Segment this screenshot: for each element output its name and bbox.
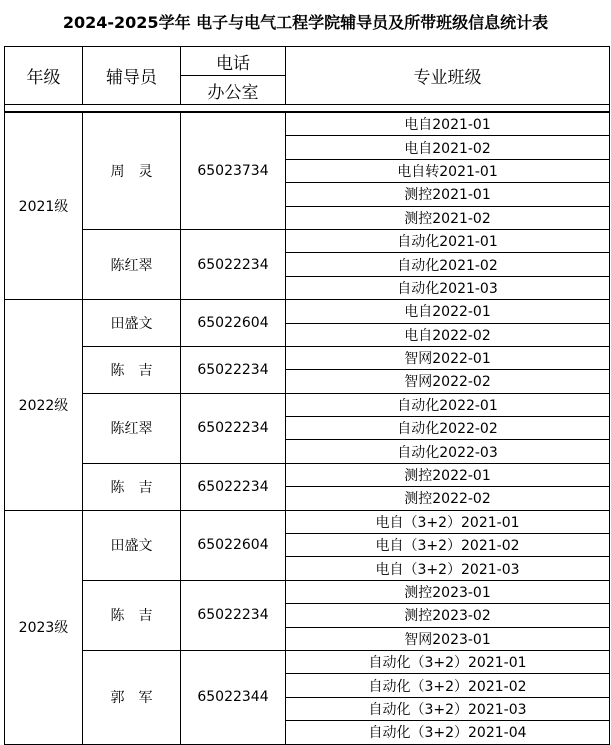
- counselor-name: 陈 吉: [83, 580, 181, 650]
- class-cell: 自动化2022-03: [286, 440, 610, 463]
- class-cell: 电自2021-02: [286, 136, 610, 159]
- class-cell: 电自（3+2）2021-01: [286, 510, 610, 533]
- class-cell: 测控2023-01: [286, 580, 610, 603]
- counselor-name: 田盛文: [83, 510, 181, 580]
- class-cell: 电自2022-02: [286, 323, 610, 346]
- table-row: [5, 300, 610, 323]
- class-cell: 测控2021-01: [286, 183, 610, 206]
- class-cell: 自动化2022-01: [286, 393, 610, 416]
- class-cell: 智网2022-02: [286, 370, 610, 393]
- table-row: [5, 346, 610, 369]
- table-row: [5, 112, 610, 136]
- counselor-phone: 65022234: [181, 229, 286, 299]
- class-cell: 测控2021-02: [286, 206, 610, 229]
- class-cell: 自动化（3+2）2021-03: [286, 697, 610, 720]
- class-cell: 电自（3+2）2021-03: [286, 557, 610, 580]
- counselor-table: [4, 46, 610, 745]
- class-cell: 自动化2021-03: [286, 276, 610, 299]
- class-cell: 电自（3+2）2021-02: [286, 534, 610, 557]
- counselor-phone: 65023734: [181, 112, 286, 229]
- page-title: 2024-2025学年 电子与电气工程学院辅导员及所带班级信息统计表: [62, 13, 549, 32]
- class-cell: 测控2022-01: [286, 463, 610, 486]
- counselor-name: 陈红翠: [83, 393, 181, 463]
- grade-cell: 2021级: [5, 112, 83, 300]
- class-cell: 自动化2021-01: [286, 229, 610, 252]
- header-grade: 年级: [5, 47, 83, 105]
- counselor-name: 陈 吉: [83, 463, 181, 510]
- counselor-phone: 65022234: [181, 463, 286, 510]
- header-gap: [5, 105, 610, 113]
- class-cell: 自动化（3+2）2021-01: [286, 650, 610, 673]
- class-cell: 智网2023-01: [286, 627, 610, 650]
- class-cell: 测控2023-02: [286, 604, 610, 627]
- table-row: [5, 463, 610, 486]
- class-cell: 测控2022-02: [286, 487, 610, 510]
- table-row: [5, 393, 610, 416]
- header-row: [5, 47, 610, 76]
- counselor-name: 周 灵: [83, 112, 181, 229]
- grade-cell: 2023级: [5, 510, 83, 744]
- table-row: [5, 229, 610, 252]
- counselor-name: 郭 军: [83, 650, 181, 744]
- grade-cell: 2022级: [5, 300, 83, 511]
- counselor-phone: 65022344: [181, 650, 286, 744]
- counselor-phone: 65022234: [181, 346, 286, 393]
- counselor-phone: 65022604: [181, 510, 286, 580]
- counselor-phone: 65022234: [181, 393, 286, 463]
- table-row: [5, 580, 610, 603]
- table-row: [5, 650, 610, 673]
- counselor-name: 陈 吉: [83, 346, 181, 393]
- class-cell: 电自2021-01: [286, 112, 610, 136]
- table-row: [5, 510, 610, 533]
- counselor-name: 田盛文: [83, 300, 181, 347]
- counselor-phone: 65022234: [181, 580, 286, 650]
- header-divider: [5, 105, 610, 113]
- class-cell: 自动化（3+2）2021-04: [286, 721, 610, 744]
- header-phone: 电话: [181, 47, 286, 76]
- counselor-name: 陈红翠: [83, 229, 181, 299]
- header-counselor: 辅导员: [83, 47, 181, 105]
- class-cell: 电自转2021-01: [286, 159, 610, 182]
- class-cell: 自动化2022-02: [286, 417, 610, 440]
- class-cell: 电自2022-01: [286, 300, 610, 323]
- class-cell: 自动化（3+2）2021-02: [286, 674, 610, 697]
- counselor-phone: 65022604: [181, 300, 286, 347]
- class-cell: 智网2022-01: [286, 346, 610, 369]
- header-class: 专业班级: [286, 47, 610, 105]
- class-cell: 自动化2021-02: [286, 253, 610, 276]
- header-office: 办公室: [181, 76, 286, 105]
